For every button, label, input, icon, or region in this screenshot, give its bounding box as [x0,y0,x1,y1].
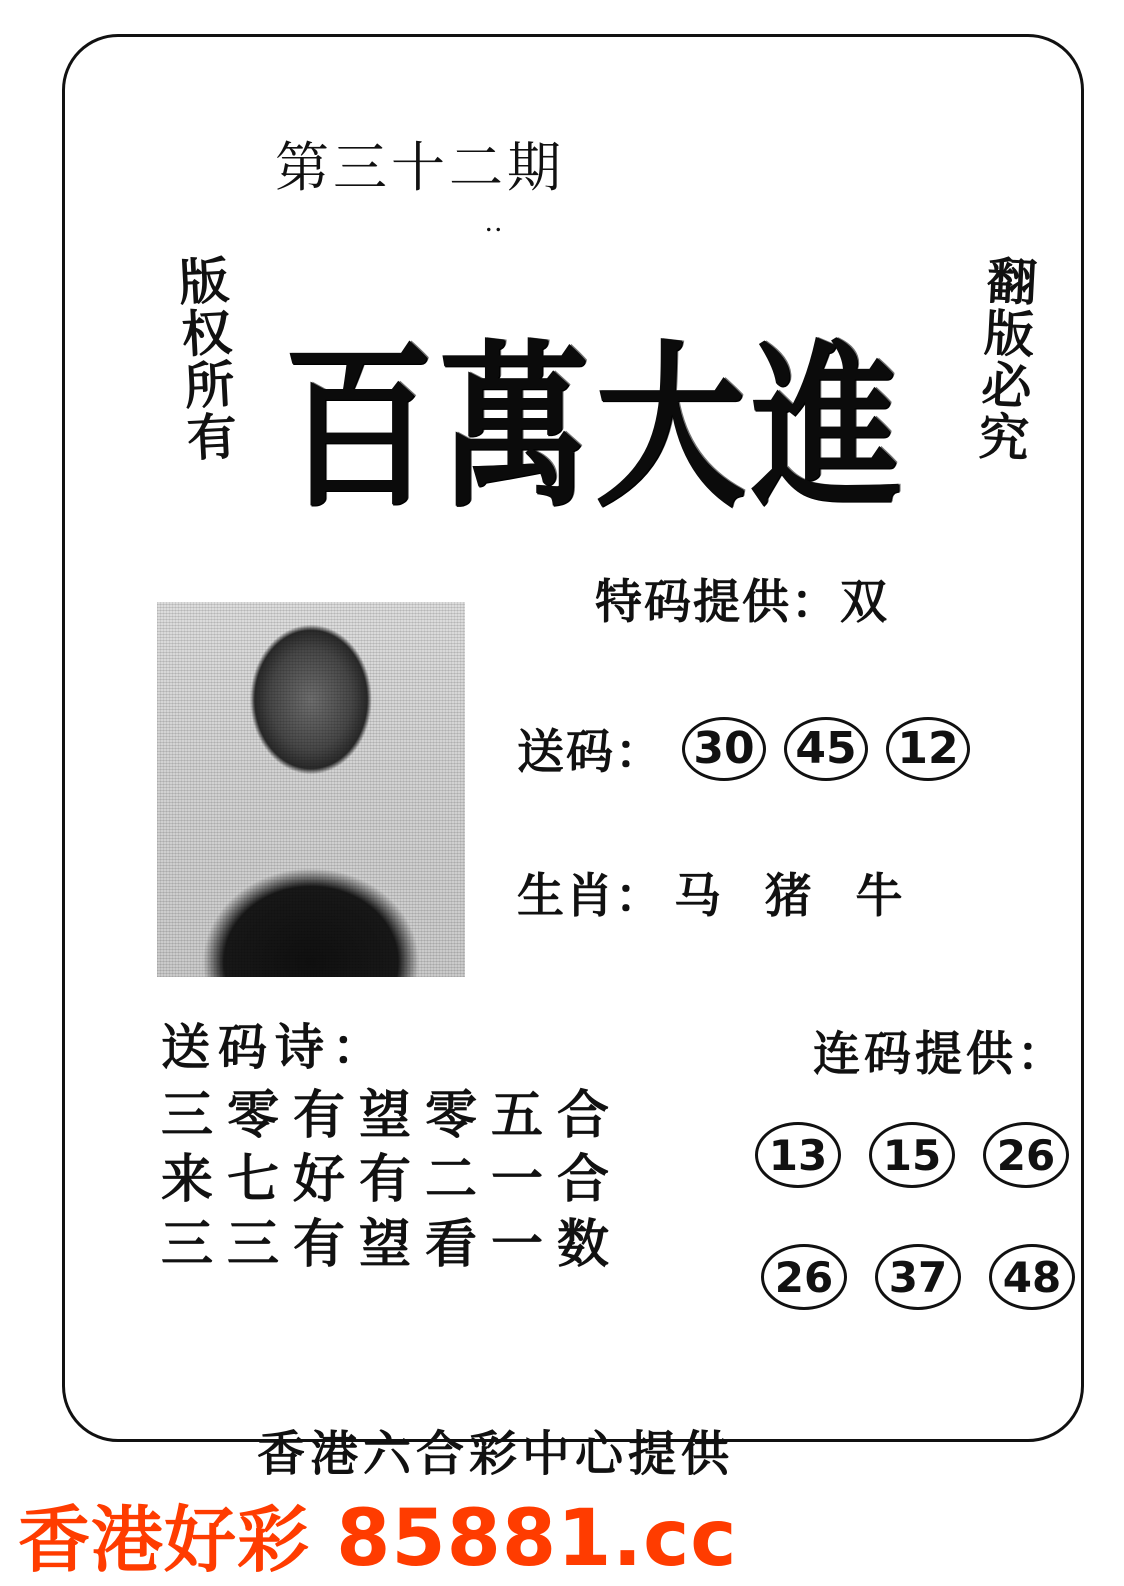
lianma-block [755,1017,1075,1310]
lianma-ball: 26 [983,1122,1069,1188]
site-watermark [18,1482,738,1586]
send-code-row [517,715,970,782]
copyright-slogan-right: 翻版必究 [970,253,1038,465]
footer-source: 香港六合彩中心提供 [257,1428,735,1481]
send-code-ball: 45 [784,717,868,781]
page-title: 百萬大進 [283,323,908,532]
send-code-ball: 12 [886,717,970,781]
send-code-ball: 30 [682,717,766,781]
lianma-ball: 13 [755,1122,841,1188]
lianma-title: 连码提供： [813,1029,1068,1081]
special-code-row [595,565,889,632]
zodiac-values: 马 猪 牛 [674,871,919,923]
poster-card [62,34,1084,1481]
poem-line: 来七好有二一合 [161,1152,624,1210]
lianma-row [761,1244,1075,1310]
zodiac-label: 生肖： [517,871,664,923]
lianma-ball: 26 [761,1244,847,1310]
poem-line: 三零有望零五合 [161,1088,624,1145]
send-code-label: 送码： [517,727,664,779]
poem-title: 送码诗： [161,1020,390,1075]
lianma-ball: 48 [989,1244,1075,1310]
copyright-slogan-left: 版权所有 [170,253,238,465]
issue-dots: .. [485,205,504,238]
poem-line: 三三有望看一数 [161,1216,624,1274]
special-code-value: 双 [840,577,889,629]
issue-number: 第三十二期 [275,138,565,198]
zodiac-row [517,859,919,926]
watermark-number: 85881.cc [336,1494,738,1584]
lianma-ball: 15 [869,1122,955,1188]
lianma-row [755,1122,1075,1188]
poem-block [161,1009,623,1278]
portrait-photo [157,602,465,977]
watermark-text: 香港好彩 [18,1498,337,1582]
special-code-label: 特码提供： [595,577,840,629]
lianma-ball: 37 [875,1244,961,1310]
